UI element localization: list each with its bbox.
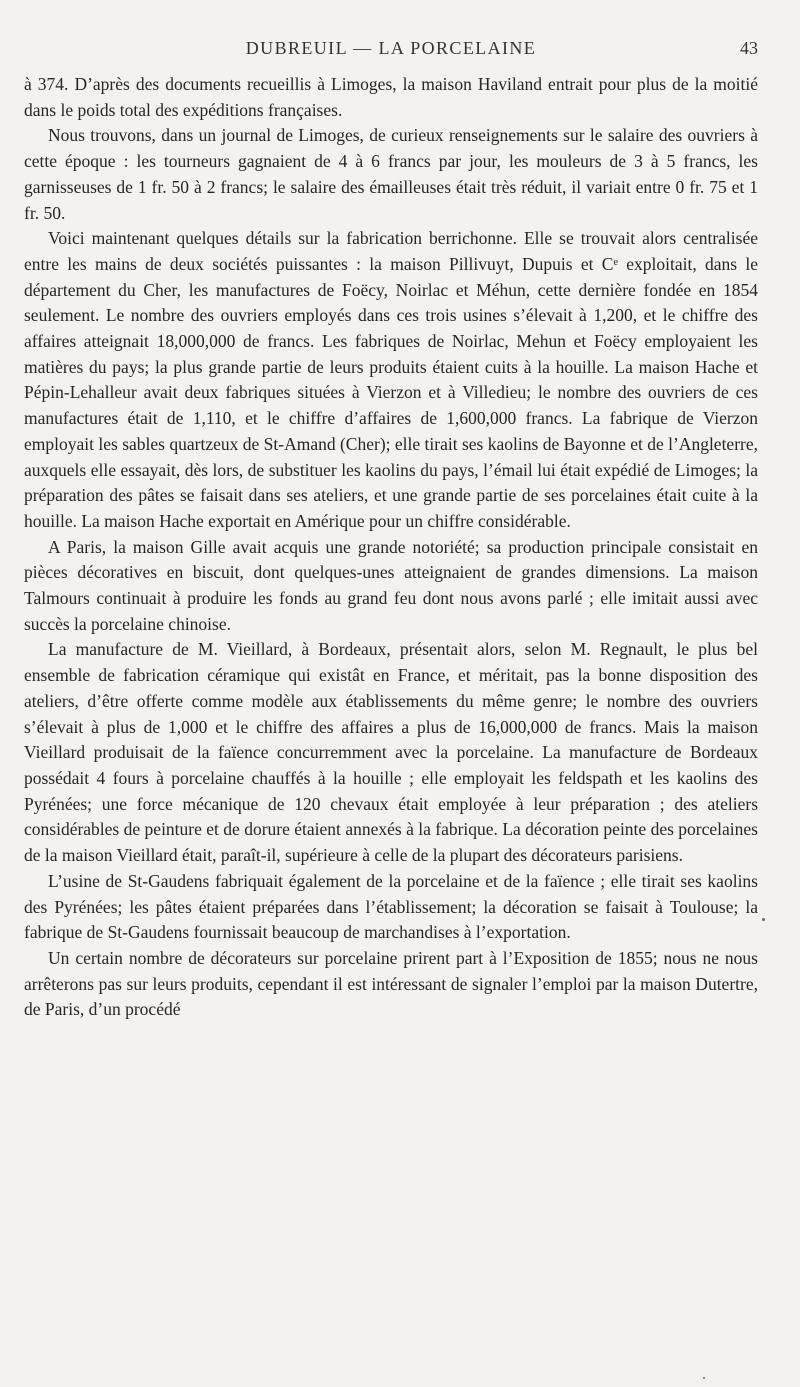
running-title: DUBREUIL — LA PORCELAINE xyxy=(245,38,537,58)
scan-speck xyxy=(762,918,765,921)
page-number: 43 xyxy=(740,38,758,58)
paragraph-haviland: à 374. D’après des documents recueillis à Limoges, la maison Haviland entrait pour plus de la moitié dans le poids total des expéditions françaises. xyxy=(24,74,758,120)
scan-speck xyxy=(703,1377,705,1379)
page-header xyxy=(24,38,758,64)
paragraph-salaires: Nous trouvons, dans un journal de Limoges, de curieux renseignements sur le salaire des ouvriers à cette époque : les tourneurs gagnaient de 4 à 6 francs par jour, les mouleurs de 3 à 5 francs, les garnisseuses de 1 fr. 50 à 2 francs; le salaire des émailleuses était très réduit, il variait entre 0 fr. 75 et 1 fr. 50. xyxy=(24,125,758,223)
paragraph-decorateurs: Un certain nombre de décorateurs sur porcelaine prirent part à l’Exposition de 1855; nous ne nous arrêterons pas sur leurs produits, cependant il est intéressant de signaler l’emploi par la maison Dutertre, de Paris, d’un procédé xyxy=(24,947,758,1020)
paragraph-berry: Voici maintenant quelques détails sur la fabrication berrichonne. Elle se trouvait alors centralisée entre les mains de deux sociétés puissantes : la maison Pillivuyt, Dupuis et Cᵉ exploitait, dans le département du Cher, les manufactures de Foëcy, Noirlac et Méhun, cette dernière fondée en 1854 seulement. Le nombre des ouvriers employés dans ces trois usines s’élevait à 1,200, et le chiffre des affaires atteignait 18,000,000 de francs. Les fabriques de Noirlac, Mehun et Foëcy employaient les matières du pays; la plus grande partie de leurs produits étaient cuits à la houille. La maison Hache et Pépin-Lehalleur avait deux fabriques situées à Vierzon et à Villedieu; le nombre des ouvriers de ces manufactures était de 1,110, et le chiffre d’affaires de 1,600,000 francs. La fabrique de Vierzon employait les sables quartzeux de St-Amand (Cher); elle tirait ses kaolins de Bayonne et de l’Angleterre, auxquels elle essayait, dès lors, de substituer les kaolins du pays, l’émail lui était expédié de Limoges; la préparation des pâtes se faisait dans ses ateliers, et une grande partie de ses porcelaines était cuite à la houille. La maison Hache exportait en Amérique pour un chiffre considérable. xyxy=(24,228,758,531)
paragraph-st-gaudens: L’usine de St-Gaudens fabriquait également de la porcelaine et de la faïence ; elle tirait ses kaolins des Pyrénées; les pâtes étaient préparées dans l’établissement; la décoration se faisait à Toulouse; la fabrique de St-Gaudens fournissait beaucoup de marchandises à l’exportation. xyxy=(24,870,758,943)
body-text xyxy=(24,72,758,1023)
paragraph-bordeaux: La manufacture de M. Vieillard, à Bordeaux, présentait alors, selon M. Regnault, le plus bel ensemble de fabrication céramique qui existât en France, et méritait, pas la bonne disposition des ateliers, d’être offerte comme modèle aux établissements du même genre; le nombre des ouvriers s’élevait à plus de 1,000 et le chiffre des affaires a plus de 16,000,000 de francs. Mais la maison Vieillard produisait de la faïence concurremment avec la porcelaine. La manufacture de Bordeaux possédait 4 fours à porcelaine chauffés à la houille ; elle employait les feldspath et les kaolins des Pyrénées; une force mécanique de 120 chevaux était employée à leur préparation ; des ateliers considérables de peinture et de dorure étaient annexés à la fabrique. La décoration peinte des porcelaines de la maison Vieillard était, paraît-il, supérieure à celle de la plupart des décorateurs parisiens. xyxy=(24,639,758,866)
paragraph-paris: A Paris, la maison Gille avait acquis une grande notoriété; sa production principale consistait en pièces décoratives en biscuit, dont quelques-unes atteignaient de grandes dimensions. La maison Talmours continuait à produire les fonds au grand feu dont nous avons parlé ; elle imitait aussi avec succès la porcelaine chinoise. xyxy=(24,536,758,634)
